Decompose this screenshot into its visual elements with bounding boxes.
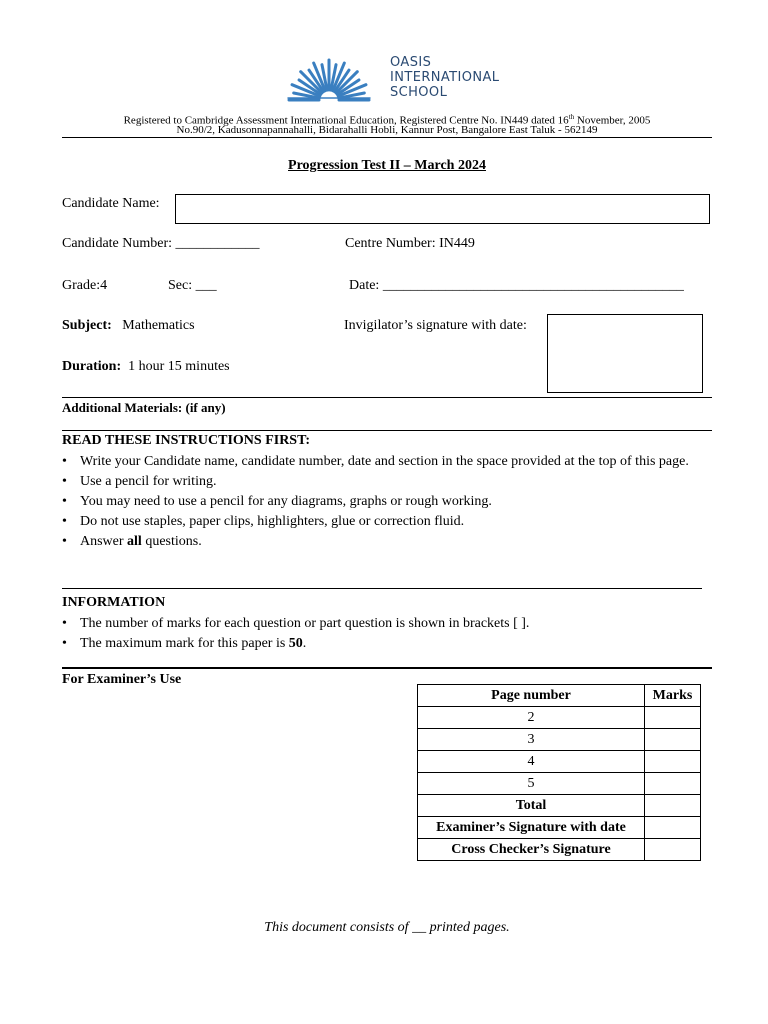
- examiner-table: [417, 684, 701, 861]
- subject-row: [62, 318, 195, 334]
- max-mark-post: .: [302, 636, 307, 651]
- examiner-signature-label: Examiner’s Signature with date: [418, 817, 645, 839]
- logo-line-1: OASIS: [390, 55, 432, 70]
- table-header-row: [418, 685, 701, 707]
- instruction-item: [62, 532, 712, 552]
- examiner-signature-row: [418, 817, 701, 839]
- school-logo-wordmark: [390, 55, 510, 100]
- header-divider: [62, 137, 712, 138]
- page-footer: This document consists of __ printed pages.: [264, 920, 510, 935]
- subject-label: Subject:: [62, 318, 112, 333]
- candidate-name-field[interactable]: [175, 194, 710, 224]
- divider-5: [62, 667, 712, 669]
- page-title: Progression Test II – March 2024: [288, 158, 486, 173]
- information-heading: INFORMATION: [62, 595, 166, 610]
- logo-line-2: INTERNATIONAL: [390, 70, 500, 85]
- registration-sup: th: [568, 113, 575, 121]
- information-list: [62, 614, 712, 654]
- cross-checker-label: Cross Checker’s Signature: [418, 839, 645, 861]
- instruction-item: • Write your Candidate name, candidate number, date and section in the space provided at the top of this page.: [62, 452, 712, 472]
- registration-text-a: Registered to Cambridge Assessment International Education, Registered Centre No. IN449 dated 16: [123, 114, 569, 127]
- marks-cell[interactable]: [645, 729, 701, 751]
- table-row: [418, 773, 701, 795]
- answer-pre: Answer: [80, 534, 128, 549]
- divider-2: [62, 397, 712, 398]
- invigilator-label: Invigilator’s signature with date:: [344, 318, 527, 333]
- additional-materials: Additional Materials: (if any): [62, 400, 226, 415]
- divider-3: [62, 430, 712, 431]
- marks-cell[interactable]: [645, 751, 701, 773]
- centre-number: Centre Number: IN449: [345, 236, 475, 251]
- section-field[interactable]: Sec: ___: [168, 278, 217, 293]
- marks-cell[interactable]: [645, 773, 701, 795]
- registration-text-b: November, 2005: [574, 114, 651, 127]
- cross-checker-row: [418, 839, 701, 861]
- instruction-item: • You may need to use a pencil for any diagrams, graphs or rough working.: [62, 492, 712, 512]
- grade: Grade:4: [62, 278, 108, 293]
- subject-value: Mathematics: [122, 318, 195, 333]
- candidate-number-field[interactable]: Candidate Number: ____________: [62, 236, 260, 251]
- col-marks: Marks: [645, 685, 701, 707]
- max-mark-value: 50: [288, 636, 303, 651]
- table-row: [418, 751, 701, 773]
- date-field[interactable]: Date: ___________________________________________: [349, 278, 684, 293]
- marks-cell[interactable]: [645, 707, 701, 729]
- page-cell: 4: [418, 751, 645, 773]
- cross-checker-cell[interactable]: [645, 839, 701, 861]
- table-row: [418, 729, 701, 751]
- total-cell[interactable]: [645, 795, 701, 817]
- duration-value: 1 hour 15 minutes: [128, 359, 230, 374]
- divider-4: [62, 588, 702, 589]
- answer-bold: all: [127, 534, 142, 549]
- total-label: Total: [418, 795, 645, 817]
- information-item: • The number of marks for each question or part question is shown in brackets [ ].: [62, 614, 712, 634]
- instruction-item: • Use a pencil for writing.: [62, 472, 712, 492]
- logo-line-3: SCHOOL: [390, 85, 448, 100]
- total-row: [418, 795, 701, 817]
- max-mark-pre: The maximum mark for this paper is: [80, 636, 289, 651]
- information-item: [62, 634, 712, 654]
- examiner-heading: For Examiner’s Use: [62, 672, 182, 687]
- duration-label: Duration:: [62, 359, 122, 374]
- page-cell: 5: [418, 773, 645, 795]
- instruction-item: • Do not use staples, paper clips, highlighters, glue or correction fluid.: [62, 512, 712, 532]
- page-cell: 2: [418, 707, 645, 729]
- answer-post: questions.: [141, 534, 202, 549]
- page-cell: 3: [418, 729, 645, 751]
- col-page-number: Page number: [418, 685, 645, 707]
- instructions-heading: READ THESE INSTRUCTIONS FIRST:: [62, 433, 311, 448]
- invigilator-signature-box[interactable]: [547, 314, 703, 393]
- table-row: [418, 707, 701, 729]
- registration-line-2: No.90/2, Kadusonnapannahalli, Bidarahalli Hobli, Kannur Post, Bangalore East Taluk - 562149: [176, 124, 598, 136]
- examiner-signature-cell[interactable]: [645, 817, 701, 839]
- duration-row: [62, 359, 230, 375]
- candidate-name-label: Candidate Name:: [62, 196, 160, 211]
- instructions-list: [62, 452, 712, 552]
